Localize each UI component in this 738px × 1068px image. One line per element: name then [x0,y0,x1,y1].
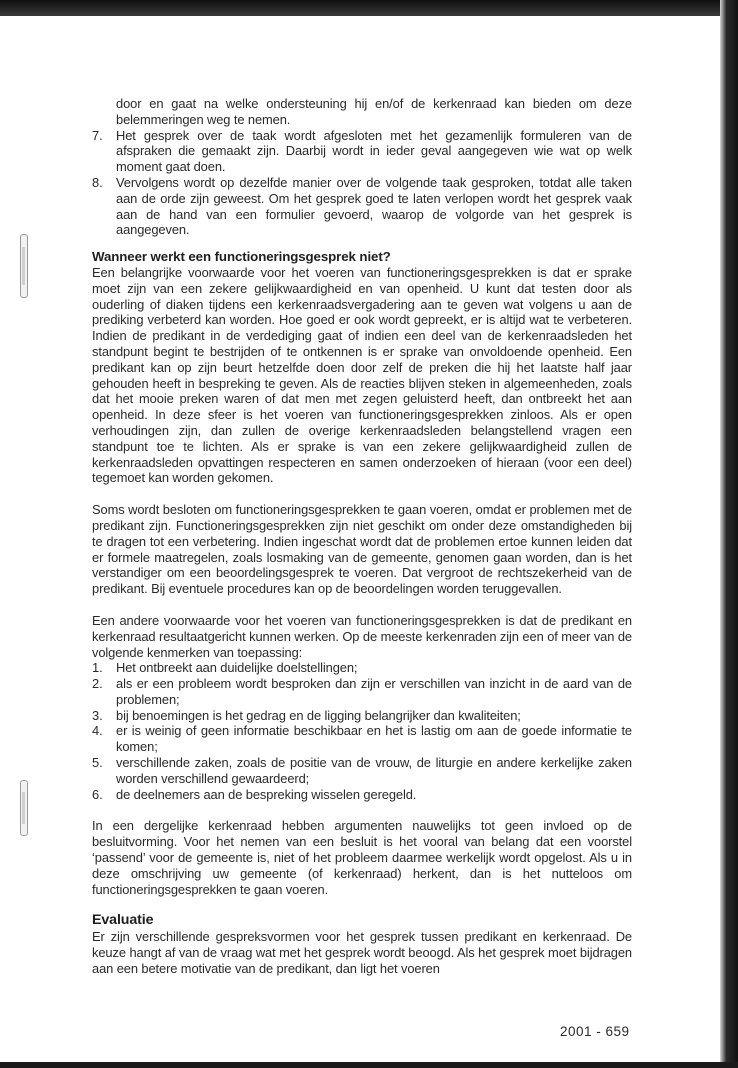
list-item [92,128,632,175]
list-item [92,755,632,787]
list-item [92,708,632,724]
section-heading-wanneer: Wanneer werkt een functioneringsgesprek niet? [92,249,391,265]
list-item [92,787,632,803]
list-number: 1. [92,660,103,676]
list-item [92,723,632,755]
binder-clip-top [20,234,28,298]
paragraph-problemen: Soms wordt besloten om functioneringsgesprekken te gaan voeren, omdat er problemen met de predikant zijn. Functioneringsgesprekken zijn niet geschikt om onder deze omstandigheden bij te dragen tot een verbetering. Indien ingeschat wordt dat de problemen ertoe kunnen leiden dat er formele maatregelen, zoals losmaking van de gemeente, genomen gaan worden, dan is het verstandiger om een beoordelingsgesprek te voeren. Dat vergroot de rechtszekerheid van de predikant. Bij eventuele procedures kan op de beoordelingen worden teruggevallen. [92,502,632,597]
paragraph-evaluatie: Er zijn verschillende gespreksvormen voor het gesprek tussen predikant en kerkenraad. De keuze hangt af van de vraag wat met het gesprek wordt beoogd. Als het gesprek moet bijdragen aan een betere motivatie van de predikant, dan ligt het voeren [92,929,632,976]
section-heading-evaluatie: Evaluatie [92,912,154,929]
list-text: als er een probleem wordt besproken dan zijn er verschillen van inzicht in de aard van de problemen; [116,676,632,707]
list-item [92,175,632,238]
paragraph-besluitvorming: In een dergelijke kerkenraad hebben argumenten nauwelijks tot geen invloed op de besluitvorming. Voor het nemen van een besluit is het vooral van belang dat een voorstel ‘passend’ voor de gemeente is, niet of het probleem daarmee werkelijk wordt opgelost. Als u in deze omschrijving uw gemeente (of kerkenraad) herkent, dan is het nutteloos om functioneringsgesprekken te gaan voeren. [92,818,632,897]
list-text: Vervolgens wordt op dezelfde manier over de volgende taak gesproken, totdat alle taken aan de orde zijn geweest. Om het gesprek goed te laten verlopen wordt het gesprek vaak aan de hand van een formulier gevoerd, waarop de volgorde van het gesprek is aangegeven. [116,174,632,238]
list-number: 5. [92,755,103,771]
list-text: verschillende zaken, zoals de positie van de vrouw, de liturgie en andere kerkelijke zaken worden verschillend gewaardeerd; [116,755,632,786]
list-item [92,676,632,708]
list-text: de deelnemers aan de bespreking wisselen geregeld. [116,786,417,802]
scan-border-top [0,0,738,16]
paragraph-openheid: Een belangrijke voorwaarde voor het voeren van functioneringsgesprekken is dat er sprake moet zijn van een zekere gelijkwaardigheid en van openheid. U kunt dat testen door als ouderling of diaken tijdens een kerkenraadsvergadering aan te geven wat volgens u aan de prediking verbeterd kan worden. Hoe goed er ook wordt gepreekt, er is altijd wat te verbeteren. Indien de predikant in de verdediging gaat of indien een deel van de kerkenraadsleden het standpunt begint te bestrijden of te ontkennen is er sprake van onvoldoende openheid. Een predikant kan op zijn beurt hetzelfde doen door zelf de preken die hij het laatste half jaar gehouden heeft in bespreking te geven. Als de reacties blijven steken in algemeenheden, zoals dat het mooie preken waren of dat men met zegen geluisterd heeft, dan ontbreekt het aan openheid. In deze sfeer is het voeren van functioneringsgesprekken zinloos. Als er open verhoudingen zijn, dan zullen de overige kerkenraadsleden belangstellend vragen een standpunt toe te lichten. Als er sprake is van een zekere gelijkwaardigheid zullen de kerkenraadsleden opvattingen respecteren en samen onderzoeken of hieraan (voor een deel) tegemoet kan worden gekomen. [92,264,632,486]
list-item [92,660,632,676]
list-number: 4. [92,723,103,739]
binder-clip-bottom [20,780,28,836]
page-number: 2001 - 659 [560,1024,630,1039]
list-text: er is weinig of geen informatie beschikbaar en het is lastig om aan de goede informatie te komen; [116,723,632,755]
list-number: 6. [92,786,103,802]
list-text: Het gesprek over de taak wordt afgesloten met het gezamenlijk formuleren van de afspraken die gemaakt zijn. Daarbij wordt in ieder geval aangegeven wie wat op welk moment gaat doen. [116,127,632,175]
paragraph-resultaatgericht: Een andere voorwaarde voor het voeren van functioneringsgesprekken is dat de predikant en kerkenraad resultaatgericht kunnen werken. Op de meeste kerkenraden zijn een of meer van de volgende kenmerken van toepassing: [92,612,632,660]
list-number: 2. [92,676,103,692]
list-number: 8. [92,174,103,190]
list-number: 3. [92,707,103,723]
list-text: bij benoemingen is het gedrag en de ligging belangrijker dan kwaliteiten; [116,707,521,723]
list-number: 7. [92,127,103,143]
list-text: Het ontbreekt aan duidelijke doelstellingen; [116,660,358,676]
scan-border-right [720,0,738,1068]
scan-border-bottom [0,1062,738,1068]
intro-continuation: door en gaat na welke ondersteuning hij en/of de kerkenraad kan bieden om deze belemmeringen weg te nemen. [116,96,632,127]
page-body [92,96,632,977]
